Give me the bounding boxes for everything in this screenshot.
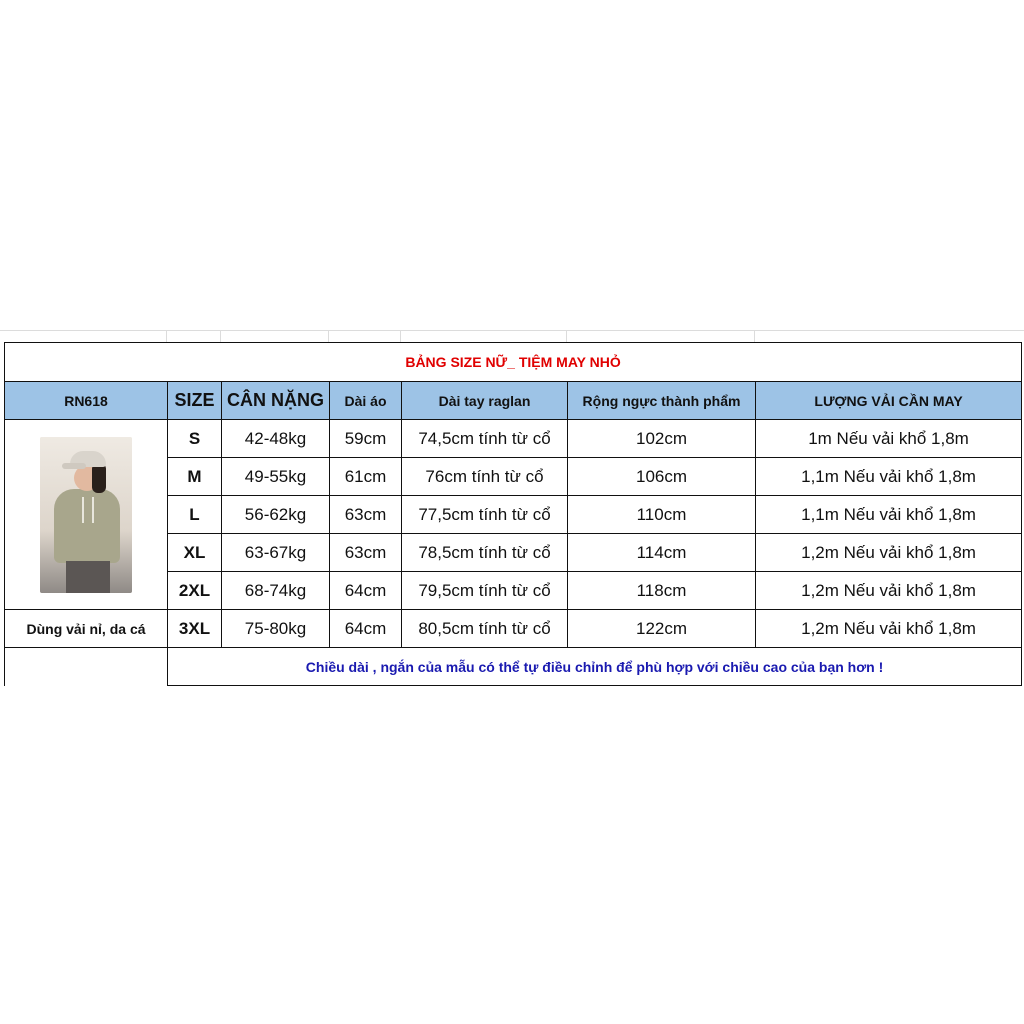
footer-note: Chiều dài , ngắn của mẫu có thể tự điều chỉnh để phù hợp với chiều cao của bạn hơn !: [168, 648, 1022, 686]
sleeve-cell: 78,5cm tính từ cổ: [402, 534, 568, 572]
sleeve-cell: 76cm tính từ cổ: [402, 458, 568, 496]
fabric-cell: 1,2m Nếu vải khổ 1,8m: [756, 572, 1022, 610]
sheet-gridline: [754, 330, 755, 342]
size-cell: L: [168, 496, 222, 534]
fabric-cell: 1,2m Nếu vải khổ 1,8m: [756, 610, 1022, 648]
size-chart-sheet: [4, 342, 1021, 686]
chest-cell: 106cm: [568, 458, 756, 496]
sheet-gridline: [566, 330, 567, 342]
header-weight: CÂN NẶNG: [222, 382, 330, 420]
weight-cell: 68-74kg: [222, 572, 330, 610]
sheet-gridline: [0, 330, 1024, 331]
header-length: Dài áo: [330, 382, 402, 420]
size-chart-table: [4, 342, 1022, 686]
length-cell: 59cm: [330, 420, 402, 458]
weight-cell: 49-55kg: [222, 458, 330, 496]
fabric-cell: 1,2m Nếu vải khổ 1,8m: [756, 534, 1022, 572]
chest-cell: 122cm: [568, 610, 756, 648]
chest-cell: 110cm: [568, 496, 756, 534]
size-cell: 2XL: [168, 572, 222, 610]
product-photo-cell: [5, 420, 168, 610]
chest-cell: 114cm: [568, 534, 756, 572]
table-row: [5, 610, 1022, 648]
chest-cell: 102cm: [568, 420, 756, 458]
title-row: [5, 343, 1022, 382]
weight-cell: 75-80kg: [222, 610, 330, 648]
header-sleeve: Dài tay raglan: [402, 382, 568, 420]
fabric-type-note: Dùng vải nỉ, da cá: [5, 610, 168, 648]
weight-cell: 63-67kg: [222, 534, 330, 572]
sleeve-cell: 80,5cm tính từ cổ: [402, 610, 568, 648]
sleeve-cell: 74,5cm tính từ cổ: [402, 420, 568, 458]
size-cell: M: [168, 458, 222, 496]
empty-cell: [5, 648, 168, 686]
weight-cell: 42-48kg: [222, 420, 330, 458]
size-cell: XL: [168, 534, 222, 572]
product-code: RN618: [5, 382, 168, 420]
sheet-gridline: [400, 330, 401, 342]
length-cell: 61cm: [330, 458, 402, 496]
fabric-cell: 1,1m Nếu vải khổ 1,8m: [756, 458, 1022, 496]
chest-cell: 118cm: [568, 572, 756, 610]
header-fabric: LƯỢNG VẢI CẦN MAY: [756, 382, 1022, 420]
sheet-gridline: [166, 330, 167, 342]
fabric-cell: 1m Nếu vải khổ 1,8m: [756, 420, 1022, 458]
fabric-cell: 1,1m Nếu vải khổ 1,8m: [756, 496, 1022, 534]
weight-cell: 56-62kg: [222, 496, 330, 534]
header-row: [5, 382, 1022, 420]
length-cell: 64cm: [330, 610, 402, 648]
sheet-gridline: [328, 330, 329, 342]
size-cell: 3XL: [168, 610, 222, 648]
length-cell: 64cm: [330, 572, 402, 610]
length-cell: 63cm: [330, 496, 402, 534]
table-row: [5, 420, 1022, 458]
header-chest: Rộng ngực thành phẩm: [568, 382, 756, 420]
footer-row: [5, 648, 1022, 686]
size-cell: S: [168, 420, 222, 458]
length-cell: 63cm: [330, 534, 402, 572]
sheet-gridline: [220, 330, 221, 342]
header-size: SIZE: [168, 382, 222, 420]
product-photo: [40, 437, 132, 593]
sleeve-cell: 79,5cm tính từ cổ: [402, 572, 568, 610]
sleeve-cell: 77,5cm tính từ cổ: [402, 496, 568, 534]
chart-title: BẢNG SIZE NỮ_ TIỆM MAY NHỎ: [5, 343, 1022, 382]
